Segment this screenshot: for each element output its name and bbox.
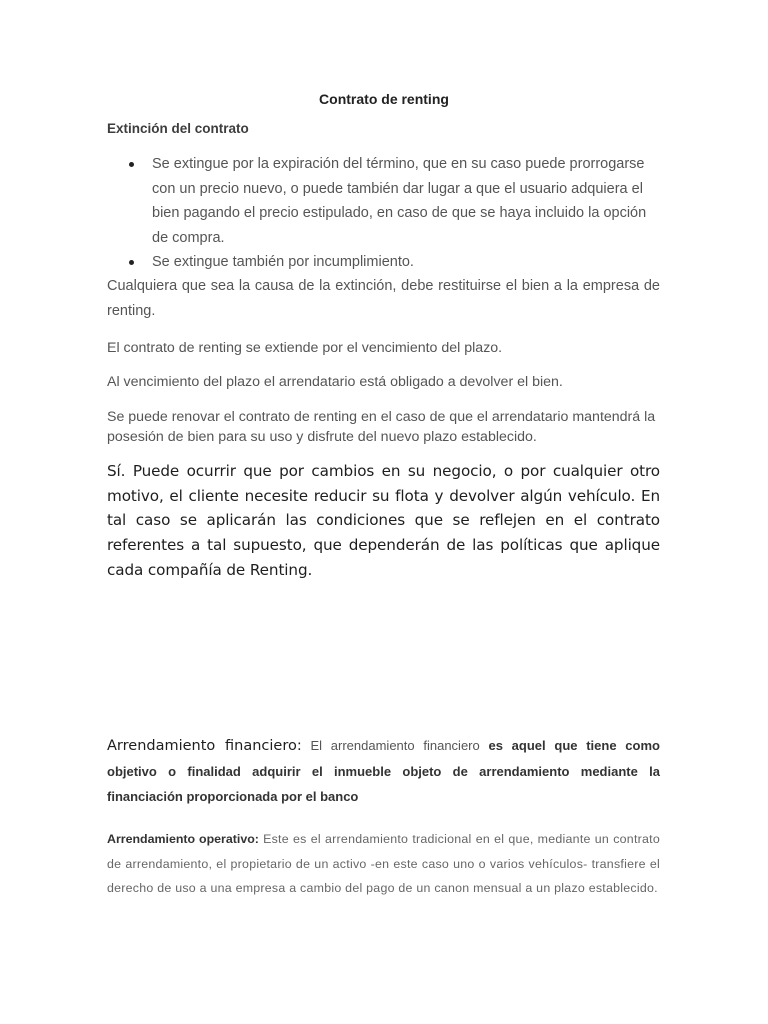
bullet-text: Se extingue también por incumplimiento.: [152, 254, 414, 270]
bullet-icon: [129, 162, 134, 167]
financial-lease-text: El arrendamiento financiero: [310, 738, 480, 753]
financial-lease-paragraph: [107, 733, 660, 809]
extension-paragraph: El contrato de renting se extiende por el vencimiento del plazo.: [107, 340, 503, 356]
bullet-text: Se extingue por la expiración del término, que en su caso puede prorrogarse con un precio nuevo, o puede también dar lugar a que el usuario adquiera el bien pagando el precio estipulado, en caso de que se haya incluido la opción de compra.: [152, 156, 647, 246]
bullet-list: [107, 152, 652, 275]
fleet-paragraph: Sí. Puede ocurrir que por cambios en su negocio, o por cualquier otro motivo, el cliente necesite reducir su flota y devolver algún vehículo. En tal caso se aplicarán las condiciones que se reflejen en el contrato referentes a tal supuesto, que dependerán de las políticas que aplique cada compañía de Renting.: [107, 462, 660, 579]
list-item: [107, 250, 652, 275]
renewal-paragraph: Se puede renovar el contrato de renting en el caso de que el arrendatario mantendrá la posesión de bien para su uso y disfrute del nuevo plazo establecido.: [107, 409, 656, 445]
operating-lease-text: Este es el arrendamiento tradicional en el que, mediante un contrato de arrendamiento, el propietario de un activo -en este caso uno o varios vehículos- transfiere el derecho de uso a una empresa a cambio del pago de un canon mensual a un plazo establecido.: [107, 832, 660, 896]
bullet-icon: [129, 260, 134, 265]
operating-lease-label: Arrendamiento operativo:: [107, 832, 259, 846]
financial-lease-bold-text: es aquel que tiene como objetivo o finalidad adquirir el inmueble objeto de arrendamiento mediante la financiación proporcionada por el banco: [107, 738, 660, 804]
document-title: Contrato de renting: [319, 91, 449, 107]
list-item: [107, 152, 652, 250]
section-heading: Extinción del contrato: [107, 121, 249, 136]
restitution-paragraph: Cualquiera que sea la causa de la extinción, debe restituirse el bien a la empresa de renting.: [107, 278, 660, 319]
financial-lease-label: Arrendamiento financiero:: [107, 738, 302, 754]
operating-lease-paragraph: [107, 827, 660, 901]
return-paragraph: Al vencimiento del plazo el arrendatario está obligado a devolver el bien.: [107, 374, 563, 390]
